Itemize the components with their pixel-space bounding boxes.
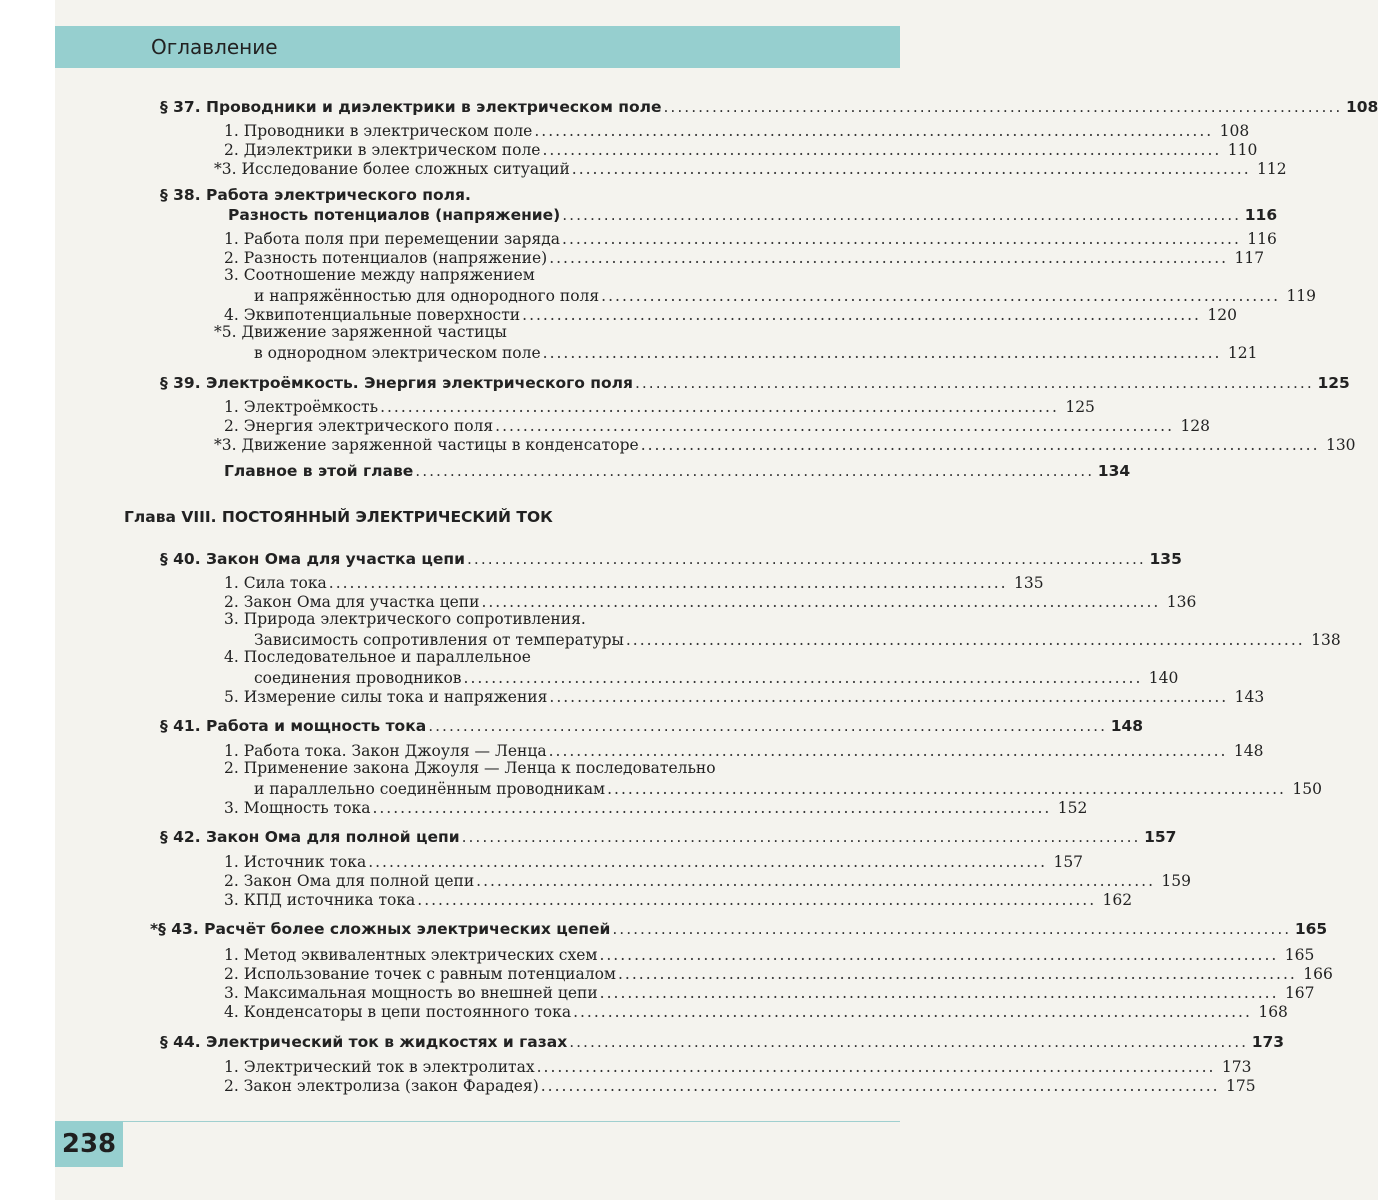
toc-item[interactable]: и параллельно соединённым проводникам .................................................................................................. 150 <box>254 780 1322 798</box>
toc-item[interactable]: в однородном электрическом поле .................................................................................................. 121 <box>254 344 1258 362</box>
toc-item[interactable]: 1. Проводники в электрическом поле .................................................................................................. 108 <box>224 122 1250 140</box>
toc-item[interactable]: 2. Диэлектрики в электрическом поле .................................................................................................. 110 <box>224 141 1258 159</box>
toc-item[interactable]: 2. Энергия электрического поля .................................................................................................. 128 <box>224 417 1211 435</box>
toc-section-43[interactable]: *§ 43. Расчёт более сложных электрических цепей .................................................................................................. 165 <box>150 920 1328 938</box>
toc-item[interactable]: 2. Использование точек с равным потенциалом .................................................................................................. 166 <box>224 965 1333 983</box>
toc-item[interactable]: и напряжённостью для однородного поля .................................................................................................. 119 <box>254 287 1317 305</box>
toc-section-37[interactable]: § 37. Проводники и диэлектрики в электрическом поле .................................................................................................. 108 <box>160 98 1378 116</box>
toc-item[interactable]: 2. Закон электролиза (закон Фарадея) .................................................................................................. 175 <box>224 1077 1256 1095</box>
footer-rule <box>55 1121 900 1122</box>
toc-item[interactable]: *3. Движение заряженной частицы в конденсаторе .................................................................................................. 130 <box>214 436 1356 454</box>
toc-section-40[interactable]: § 40. Закон Ома для участка цепи .................................................................................................. 135 <box>160 550 1182 568</box>
toc-section-41[interactable]: § 41. Работа и мощность тока .................................................................................................. 148 <box>160 717 1144 735</box>
toc-item[interactable]: 3. КПД источника тока .................................................................................................. 162 <box>224 891 1133 909</box>
toc-item[interactable]: 1. Электроёмкость .................................................................................................. 125 <box>224 398 1095 416</box>
toc-chapter-summary[interactable]: Главное в этой главе .................................................................................................. 134 <box>224 462 1131 480</box>
toc-item-line1[interactable]: 2. Применение закона Джоуля — Ленца к последовательно <box>224 759 716 777</box>
toc-item-line1[interactable]: 3. Природа электрического сопротивления. <box>224 610 586 628</box>
toc-item[interactable]: 3. Мощность тока .................................................................................................. 152 <box>224 799 1088 817</box>
toc-item[interactable]: 2. Разность потенциалов (напряжение) .................................................................................................. 117 <box>224 249 1265 267</box>
toc-item[interactable]: 3. Максимальная мощность во внешней цепи .................................................................................................. 167 <box>224 984 1315 1002</box>
toc-item-line1[interactable]: *5. Движение заряженной частицы <box>214 323 507 341</box>
page-title: Оглавление <box>151 35 278 59</box>
toc-section-39[interactable]: § 39. Электроёмкость. Энергия электрического поля .................................................................................................. 125 <box>160 374 1350 392</box>
toc-item[interactable]: 2. Закон Ома для полной цепи .................................................................................................. 159 <box>224 872 1192 890</box>
toc-item-line1[interactable]: 4. Последовательное и параллельное <box>224 648 531 666</box>
toc-section-44[interactable]: § 44. Электрический ток в жидкостях и газах .................................................................................................. 173 <box>160 1033 1285 1051</box>
toc-item[interactable]: 1. Источник тока .................................................................................................. 157 <box>224 853 1084 871</box>
toc-section-38-line1[interactable]: § 38. Работа электрического поля. <box>160 186 471 204</box>
toc-section-38[interactable]: Разность потенциалов (напряжение) .................................................................................................. 116 <box>228 206 1278 224</box>
toc-item[interactable]: 1. Электрический ток в электролитах .................................................................................................. 173 <box>224 1058 1252 1076</box>
toc-item[interactable]: 4. Эквипотенциальные поверхности .................................................................................................. 120 <box>224 306 1237 324</box>
toc-section-42[interactable]: § 42. Закон Ома для полной цепи .................................................................................................. 157 <box>160 828 1177 846</box>
toc-item[interactable]: 5. Измерение силы тока и напряжения .................................................................................................. 143 <box>224 688 1265 706</box>
toc-item[interactable]: соединения проводников .................................................................................................. 140 <box>254 669 1179 687</box>
page-number: 238 <box>55 1121 123 1167</box>
toc-item[interactable]: Зависимость сопротивления от температуры .................................................................................................. 138 <box>254 631 1341 649</box>
chapter-heading[interactable]: Глава VIII. ПОСТОЯННЫЙ ЭЛЕКТРИЧЕСКИЙ ТОК <box>124 508 553 526</box>
toc-item[interactable]: 2. Закон Ома для участка цепи .................................................................................................. 136 <box>224 593 1197 611</box>
toc-item[interactable]: 1. Метод эквивалентных электрических схем .................................................................................................. 165 <box>224 946 1315 964</box>
toc-item[interactable]: 1. Работа тока. Закон Джоуля — Ленца .................................................................................................. 148 <box>224 742 1264 760</box>
toc-item[interactable]: 4. Конденсаторы в цепи постоянного тока .................................................................................................. 168 <box>224 1003 1288 1021</box>
toc-item[interactable]: 1. Сила тока .................................................................................................. 135 <box>224 574 1044 592</box>
toc-item[interactable]: *3. Исследование более сложных ситуаций .................................................................................................. 112 <box>214 160 1287 178</box>
toc-item[interactable]: 1. Работа поля при перемещении заряда .................................................................................................. 116 <box>224 230 1277 248</box>
toc-item-line1[interactable]: 3. Соотношение между напряжением <box>224 266 535 284</box>
